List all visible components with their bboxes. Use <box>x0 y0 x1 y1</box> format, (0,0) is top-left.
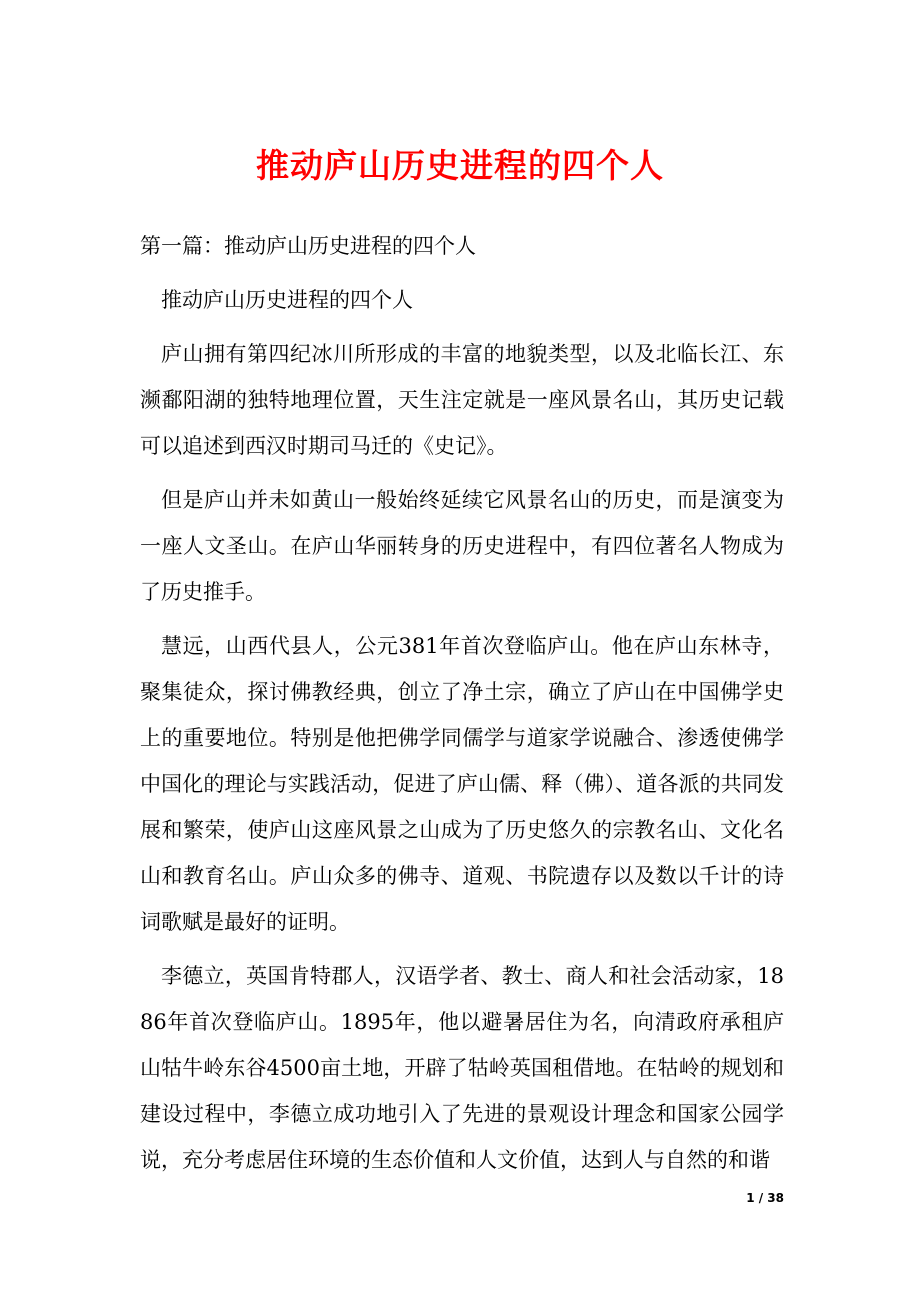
document-body <box>140 223 784 1191</box>
paragraph: 慧远，山西代县人，公元381年首次登临庐山。他在庐山东林寺，聚集徒众，探讨佛教经典，创立了净土宗，确立了庐山在中国佛学史上的重要地位。特别是他把佛学同儒学与道家学说融合、渗透使佛学中国化的理论与实践活动，促进了庐山儒、释（佛）、道各派的共同发展和繁荣，使庐山这座风景之山成为了历史悠久的宗教名山、文化名山和教育名山。庐山众多的佛寺、道观、书院遗存以及数以千计的诗词歌赋是最好的证明。 <box>140 634 784 934</box>
paragraph: 但是庐山并未如黄山一般始终延续它风景名山的历史，而是演变为一座人文圣山。在庐山华丽转身的历史进程中，有四位著名人物成为了历史推手。 <box>140 488 784 604</box>
paragraph: 李德立，英国肯特郡人，汉语学者、教士、商人和社会活动家，1886年首次登临庐山。1895年，他以避暑居住为名，向清政府承租庐山牯牛岭东谷4500亩土地，开辟了牯岭英国租借地。在牯岭的规划和建设过程中，李德立成功地引入了先进的景观设计理念和国家公园学说，充分考虑居住环境的生态价值和人文价值，达到人与自然的和谐 <box>140 964 784 1172</box>
page-number: 1 / 38 <box>746 1191 784 1205</box>
paragraph: 庐山拥有第四纪冰川所形成的丰富的地貌类型，以及北临长江、东濒鄱阳湖的独特地理位置，天生注定就是一座风景名山，其历史记载可以追述到西汉时期司马迁的《史记》。 <box>140 342 784 458</box>
section-subtitle: 推动庐山历史进程的四个人 <box>161 288 413 312</box>
section-heading: 第一篇：推动庐山历史进程的四个人 <box>140 234 476 258</box>
document-title: 推动庐山历史进程的四个人 <box>256 146 664 185</box>
